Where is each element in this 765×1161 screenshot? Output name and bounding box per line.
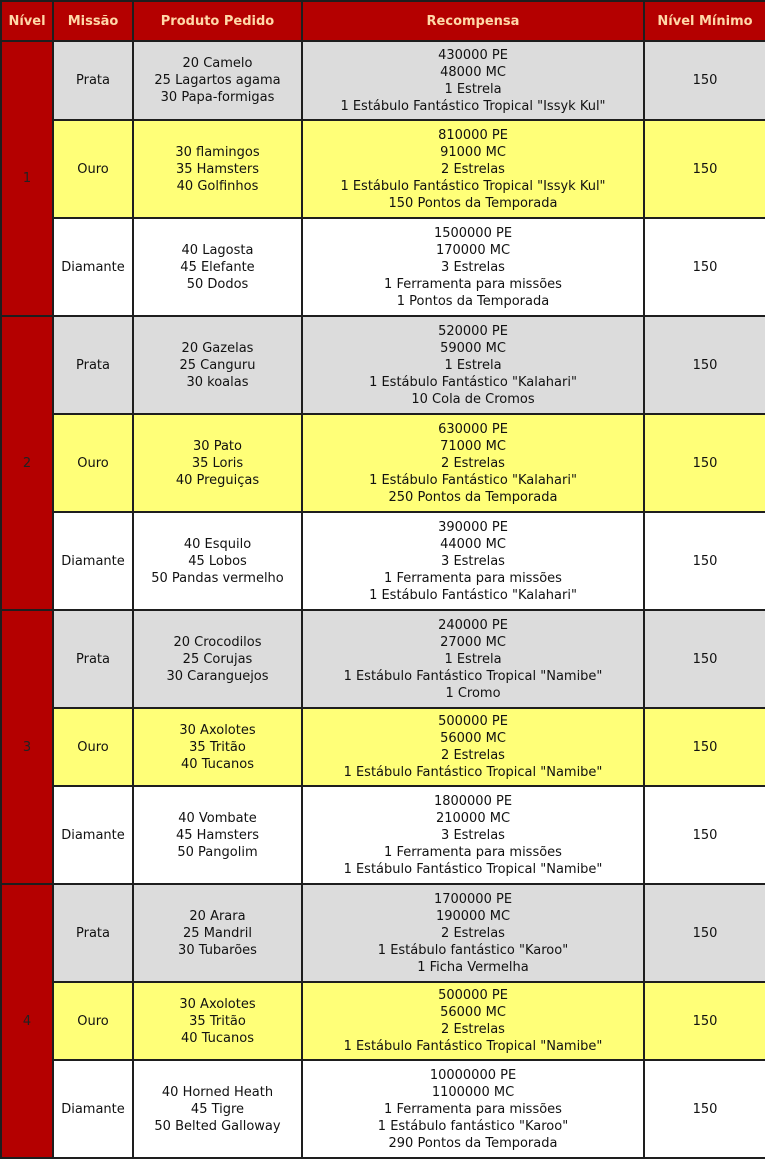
reward-line: 1100000 MC	[431, 1084, 515, 1100]
min-level-cell: 150	[644, 41, 765, 120]
reward-line: 1 Estábulo Fantástico Tropical "Issyk Kul"	[340, 98, 606, 114]
reward-line: 520000 PE	[438, 323, 508, 339]
reward-cell	[302, 884, 644, 982]
product-cell	[133, 708, 302, 786]
product-line: 40 Golfinhos	[176, 178, 259, 194]
product-cell	[133, 218, 302, 316]
table-row	[1, 316, 765, 414]
product-line: 25 Lagartos agama	[154, 73, 281, 88]
level-cell: 3	[1, 610, 53, 884]
reward-cell	[302, 982, 644, 1060]
reward-line: 1 Ferramenta para missões	[384, 844, 562, 860]
product-line: 30 Axolotes	[179, 996, 256, 1012]
product-cell	[133, 786, 302, 884]
level-cell: 1	[1, 41, 53, 316]
reward-line: 1 Ferramenta para missões	[384, 570, 562, 586]
reward-cell	[302, 120, 644, 218]
reward-line: 1 Estábulo Fantástico Tropical "Namibe"	[343, 668, 603, 684]
reward-line: 290 Pontos da Temporada	[388, 1135, 558, 1151]
reward-cell	[302, 316, 644, 414]
reward-line: 500000 PE	[438, 714, 508, 729]
reward-line: 1 Pontos da Temporada	[396, 293, 550, 309]
table-row	[1, 610, 765, 708]
product-cell	[133, 884, 302, 982]
table-row	[1, 1060, 765, 1158]
reward-line: 1 Ferramenta para missões	[384, 1101, 562, 1117]
reward-line: 240000 PE	[438, 617, 508, 633]
reward-cell	[302, 610, 644, 708]
header-reward: Recompensa	[302, 1, 644, 41]
table-row	[1, 120, 765, 218]
min-level-cell: 150	[644, 316, 765, 414]
product-line: 25 Mandril	[183, 925, 252, 941]
mission-cell: Ouro	[53, 120, 133, 218]
reward-line: 1 Ficha Vermelha	[417, 959, 529, 975]
product-cell	[133, 41, 302, 120]
reward-cell	[302, 708, 644, 786]
reward-line: 10 Cola de Cromos	[411, 391, 535, 407]
reward-line: 390000 PE	[438, 519, 508, 535]
reward-line: 1800000 PE	[433, 793, 513, 809]
mission-cell: Ouro	[53, 708, 133, 786]
product-line: 30 Tubarões	[178, 942, 257, 958]
reward-line: 210000 MC	[435, 810, 511, 826]
mission-cell: Ouro	[53, 982, 133, 1060]
product-line: 35 Hamsters	[175, 161, 260, 177]
level-cell: 2	[1, 316, 53, 610]
min-level-cell: 150	[644, 120, 765, 218]
reward-cell	[302, 218, 644, 316]
reward-line: 3 Estrelas	[441, 259, 505, 275]
reward-line: 430000 PE	[438, 47, 508, 63]
product-line: 45 Tigre	[190, 1101, 245, 1117]
min-level-cell: 150	[644, 218, 765, 316]
reward-cell	[302, 41, 644, 120]
header-row	[1, 1, 765, 41]
reward-cell	[302, 512, 644, 610]
mission-cell: Ouro	[53, 414, 133, 512]
reward-line: 1700000 PE	[433, 891, 513, 907]
mission-cell: Prata	[53, 610, 133, 708]
reward-line: 1 Estrela	[444, 357, 502, 373]
reward-line: 1 Estábulo Fantástico "Kalahari"	[369, 472, 577, 488]
reward-line: 56000 MC	[440, 1005, 506, 1020]
table-row	[1, 41, 765, 120]
reward-line: 1 Estábulo fantástico "Karoo"	[377, 1118, 569, 1134]
reward-line: 1 Estábulo fantástico "Karoo"	[377, 942, 569, 958]
reward-line: 27000 MC	[440, 634, 506, 650]
min-level-cell: 150	[644, 414, 765, 512]
product-cell	[133, 610, 302, 708]
product-cell	[133, 316, 302, 414]
product-line: 20 Camelo	[182, 56, 253, 71]
product-line: 30 Pato	[193, 438, 242, 454]
product-cell	[133, 1060, 302, 1158]
header-min-level: Nível Mínimo	[644, 1, 765, 41]
table-row	[1, 786, 765, 884]
reward-line: 1 Estábulo Fantástico Tropical "Namibe"	[343, 861, 603, 877]
reward-cell	[302, 1060, 644, 1158]
product-line: 40 Horned Heath	[161, 1084, 274, 1100]
header-product: Produto Pedido	[133, 1, 302, 41]
min-level-cell: 150	[644, 610, 765, 708]
product-line: 25 Canguru	[179, 357, 256, 373]
header-mission: Missão	[53, 1, 133, 41]
mission-cell: Prata	[53, 41, 133, 120]
reward-line: 1 Estrela	[444, 81, 502, 97]
reward-line: 56000 MC	[440, 731, 506, 746]
product-line: 40 Vombate	[178, 810, 257, 826]
reward-line: 3 Estrelas	[441, 553, 505, 569]
reward-line: 3 Estrelas	[441, 827, 505, 843]
reward-line: 1500000 PE	[433, 225, 513, 241]
reward-line: 2 Estrelas	[441, 1022, 505, 1037]
product-line: 20 Gazelas	[181, 340, 254, 356]
product-line: 40 Tucanos	[181, 756, 254, 772]
product-line: 35 Loris	[191, 455, 244, 471]
product-line: 35 Tritão	[189, 1013, 246, 1029]
reward-line: 2 Estrelas	[441, 925, 505, 941]
product-line: 50 Pandas vermelho	[151, 570, 284, 586]
min-level-cell: 150	[644, 708, 765, 786]
table-row	[1, 414, 765, 512]
reward-line: 170000 MC	[435, 242, 511, 258]
product-line: 45 Lobos	[188, 553, 247, 569]
product-line: 50 Dodos	[186, 276, 249, 292]
product-cell	[133, 982, 302, 1060]
min-level-cell: 150	[644, 786, 765, 884]
table-row	[1, 884, 765, 982]
reward-line: 2 Estrelas	[441, 161, 505, 177]
min-level-cell: 150	[644, 512, 765, 610]
reward-line: 1 Estábulo Fantástico Tropical "Namibe"	[343, 1039, 603, 1054]
mission-cell: Prata	[53, 316, 133, 414]
mission-cell: Prata	[53, 884, 133, 982]
reward-line: 1 Estrela	[444, 651, 502, 667]
mission-cell: Diamante	[53, 786, 133, 884]
reward-line: 190000 MC	[435, 908, 511, 924]
product-line: 35 Tritão	[189, 739, 246, 755]
product-line: 30 Papa-formigas	[160, 90, 275, 105]
product-line: 40 Lagosta	[181, 242, 254, 258]
reward-line: 500000 PE	[438, 988, 508, 1003]
product-line: 20 Arara	[189, 908, 246, 924]
header-level: Nível	[1, 1, 53, 41]
mission-cell: Diamante	[53, 512, 133, 610]
product-line: 40 Esquilo	[183, 536, 252, 552]
reward-line: 2 Estrelas	[441, 748, 505, 763]
reward-line: 1 Cromo	[445, 685, 501, 701]
reward-line: 44000 MC	[440, 536, 506, 552]
min-level-cell: 150	[644, 1060, 765, 1158]
reward-line: 250 Pontos da Temporada	[388, 489, 558, 505]
table-row	[1, 708, 765, 786]
mission-cell: Diamante	[53, 1060, 133, 1158]
product-line: 40 Preguiças	[175, 472, 260, 488]
table-row	[1, 218, 765, 316]
product-line: 20 Crocodilos	[173, 634, 262, 650]
reward-line: 59000 MC	[440, 340, 506, 356]
product-line: 25 Corujas	[182, 651, 253, 667]
reward-cell	[302, 414, 644, 512]
product-line: 30 Caranguejos	[166, 668, 269, 684]
reward-line: 150 Pontos da Temporada	[388, 195, 558, 211]
reward-line: 1 Ferramenta para missões	[384, 276, 562, 292]
reward-line: 2 Estrelas	[441, 455, 505, 471]
table-row	[1, 982, 765, 1060]
product-cell	[133, 512, 302, 610]
product-cell	[133, 120, 302, 218]
table-row	[1, 512, 765, 610]
reward-line: 630000 PE	[438, 421, 508, 437]
reward-cell	[302, 786, 644, 884]
reward-line: 1 Estábulo Fantástico "Kalahari"	[369, 587, 577, 603]
reward-line: 1 Estábulo Fantástico "Kalahari"	[369, 374, 577, 390]
min-level-cell: 150	[644, 982, 765, 1060]
product-line: 30 koalas	[186, 374, 249, 390]
table-body	[1, 41, 765, 1158]
product-line: 50 Belted Galloway	[154, 1118, 281, 1134]
mission-cell: Diamante	[53, 218, 133, 316]
product-line: 40 Tucanos	[181, 1030, 254, 1046]
product-line: 50 Pangolim	[177, 844, 258, 860]
reward-line: 48000 MC	[440, 64, 506, 80]
reward-line: 71000 MC	[440, 438, 506, 454]
level-cell: 4	[1, 884, 53, 1158]
reward-line: 810000 PE	[438, 127, 508, 143]
min-level-cell: 150	[644, 884, 765, 982]
reward-line: 10000000 PE	[429, 1067, 517, 1083]
product-line: 30 flamingos	[175, 144, 260, 160]
product-line: 45 Elefante	[180, 259, 255, 275]
reward-line: 91000 MC	[440, 144, 506, 160]
reward-line: 1 Estábulo Fantástico Tropical "Issyk Kul"	[340, 178, 606, 194]
reward-line: 1 Estábulo Fantástico Tropical "Namibe"	[343, 765, 603, 780]
product-line: 30 Axolotes	[179, 722, 256, 738]
product-cell	[133, 414, 302, 512]
product-line: 45 Hamsters	[175, 827, 260, 843]
